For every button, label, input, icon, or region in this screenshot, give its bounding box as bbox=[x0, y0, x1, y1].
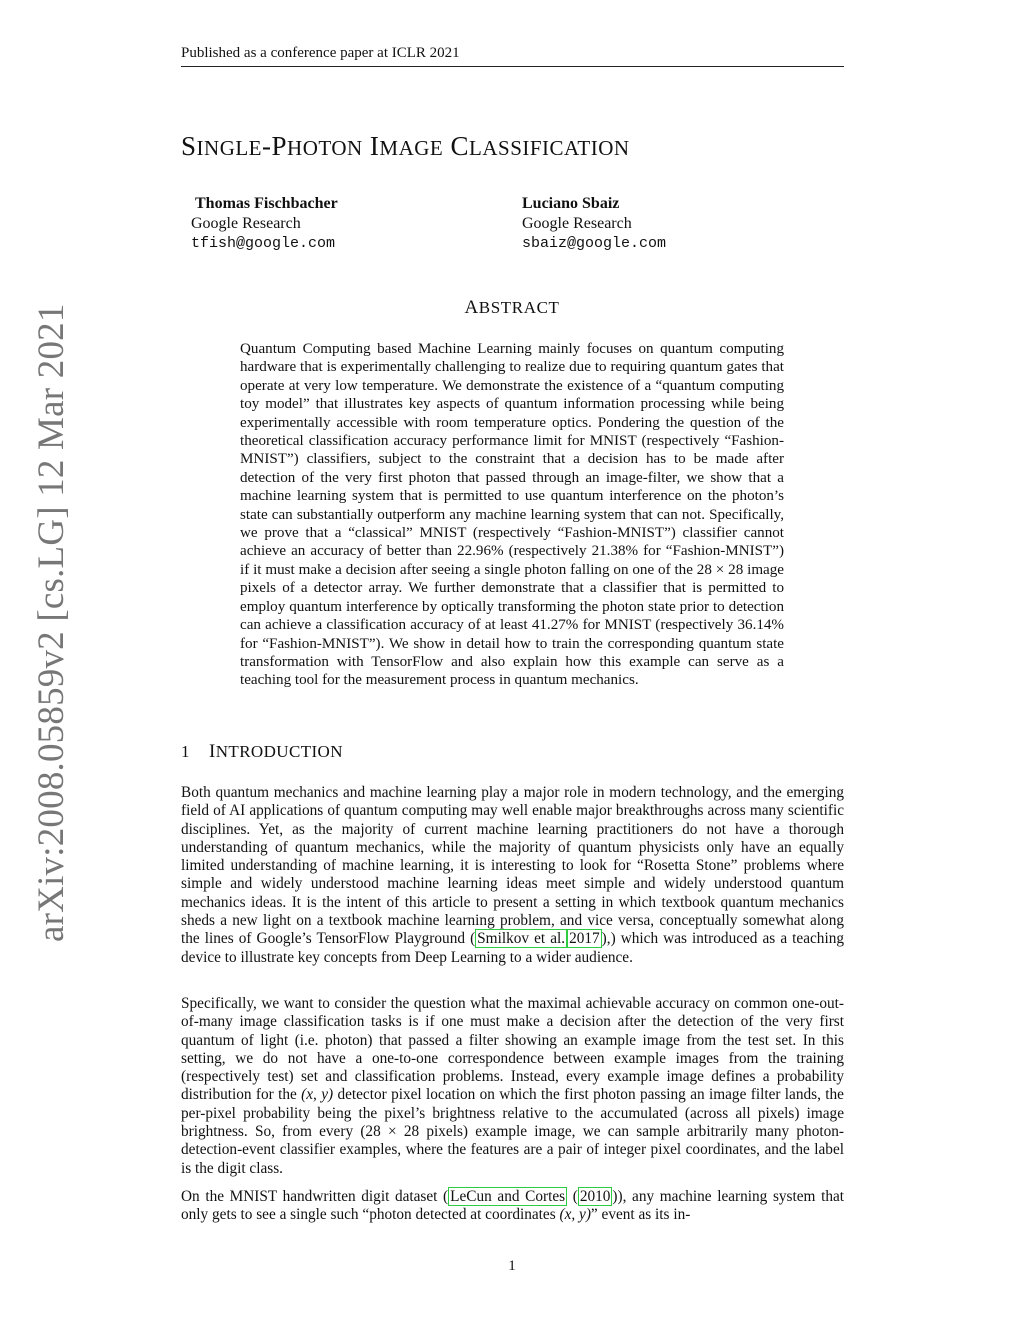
body-paragraph-3: On the MNIST handwritten digit dataset ( LeCun and Cortes ( 2010 )), any machine learning system that only gets to see a single such “photon detected at coordinates (x, y)” event as its in- bbox=[181, 1188, 845, 1224]
abstract-value: 22.96% bbox=[457, 543, 504, 560]
abstract-value: 28 × 28 bbox=[696, 561, 744, 578]
title-word-2-rest: HOTON bbox=[287, 136, 363, 160]
author-name: Thomas Fischbacher bbox=[195, 195, 338, 212]
running-header: Published as a conference paper at ICLR 2021 bbox=[181, 44, 844, 67]
section-heading bbox=[181, 741, 343, 763]
math-expression: (x, y) bbox=[559, 1206, 591, 1224]
arxiv-identifier-stamp: arXiv:2008.05859v2 [cs.LG] 12 Mar 2021 bbox=[31, 303, 72, 942]
author-email: tfish@google.com bbox=[191, 235, 336, 252]
citation-link[interactable]: LeCun and Cortes bbox=[450, 1188, 566, 1205]
citation-link[interactable]: Smilkov et al. bbox=[477, 930, 566, 948]
math-expression: (x, y) bbox=[301, 1086, 334, 1104]
abstract-value: 36.14% bbox=[737, 617, 785, 634]
author-affiliation: Google Research bbox=[522, 215, 632, 232]
author-block-2 bbox=[522, 194, 666, 254]
abstract-text: for “Fashion-MNIST”). We show in detail how to train the corresponding quantum state transformation with TensorFlow and also explain how this example can serve as a teaching tool for the measurement process in quantum mechanics. bbox=[240, 635, 784, 689]
author-block-1 bbox=[191, 194, 338, 254]
author-name: Luciano Sbaiz bbox=[522, 195, 620, 212]
body-paragraph-1 bbox=[181, 784, 844, 967]
citation-link[interactable]: 2017 bbox=[569, 930, 600, 948]
abstract-body bbox=[240, 340, 784, 690]
abstract-value: 21.38% bbox=[591, 543, 639, 560]
section-title-cap: I bbox=[209, 741, 216, 762]
abstract-text: (respectively bbox=[503, 543, 592, 560]
paragraph-text: pixels) example image, we can sample arbitrarily many photon-detection-event classifier examples, where the features are a pair of integer pixel coordinates, and the label is the digit class. bbox=[181, 1123, 844, 1177]
paragraph-text: On the MNIST handwritten digit dataset ( bbox=[181, 1188, 449, 1205]
author-affiliation: Google Research bbox=[191, 215, 301, 232]
citation-link[interactable]: 2010 bbox=[579, 1188, 611, 1205]
page-number: 1 bbox=[508, 1258, 516, 1274]
title-word-3-rest: MAGE bbox=[379, 136, 444, 160]
title-word-4-cap: C bbox=[450, 131, 470, 161]
author-email: sbaiz@google.com bbox=[522, 235, 667, 252]
abstract-heading bbox=[0, 297, 1024, 319]
paragraph-text: Both quantum mechanics and machine learning play a major role in modern technology, and the emerging field of AI applications of quantum computing may well enable major breakthroughs across many scientific disciplines. Yet, as the majority of current machine learning practitioners do not have a thorough understanding of quantum mechanics, while the majority of quantum physicists only have an equally limited understanding of machine learning, it is interesting to look for “Rosetta Stone” problems where simple and widely understood machine learning ideas meet simple and widely understood quantum mechanics ideas. It is the intent of this article to present a setting in which textbook quantum mechanics sheds a new light on a textbook machine learning problem, and vice versa, conceptually somewhat along the lines of Google’s TensorFlow Playground ( bbox=[181, 784, 844, 948]
paragraph-text: ” event as its in- bbox=[590, 1206, 691, 1224]
section-number: 1 bbox=[181, 742, 190, 761]
abstract-text: Quantum Computing based Machine Learning mainly focuses on quantum computing hardware that is experimentally challenging to realize due to requiring quantum gates that operate at very low temperature. We demonstrate the existence of a “quantum computing toy model” that illustrates key aspects of quantum information processing while being experimentally accessible with room temperature optics. Pondering the question of the theoretical classification accuracy performance limit for MNIST (respectively “Fashion-MNIST”) classifiers, subject to the constraint that a decision has to be made after detection of the very first photon that passed through an image-filter, we show that a machine learning system that is permitted to use quantum interference on the photon’s state can substantially outperform any machine learning system that can not. Specifically, we prove that a “classical” MNIST (respectively “Fashion-MNIST”) classifier cannot achieve an accuracy of better than bbox=[240, 341, 784, 560]
paragraph-text: )), any machine learning system that only gets to see a single such “photon detected at coordinates bbox=[181, 1188, 845, 1224]
title-word-4-rest: LASSIFICATION bbox=[469, 136, 630, 160]
title-word-3-cap: I bbox=[369, 131, 380, 161]
paper-title: SINGLE-PHOTON IMAGE CLASSIFICATION bbox=[181, 131, 630, 161]
abstract-text: image pixels of a detector array. We further demonstrate that a classifier that is permitted to employ quantum interference by optically transforming the photon state prior to detection can achieve a classification accuracy of at least bbox=[240, 561, 785, 634]
title-word-2-cap: P bbox=[271, 131, 288, 161]
abstract-heading-cap: A bbox=[464, 297, 479, 318]
math-expression: 28 × 28 bbox=[365, 1123, 420, 1141]
paragraph-text: detector pixel location on which the first photon passing an image filter lands, the per-pixel probability being the pixel’s brightness relative to the accumulated (across all pixels) image brightness. So, from every ( bbox=[181, 1086, 844, 1141]
title-word-1-cap: S bbox=[181, 131, 197, 161]
section-title-rest: NTRODUCTION bbox=[215, 742, 343, 761]
title-word-1-rest: INGLE bbox=[196, 136, 263, 160]
body-paragraph-2 bbox=[181, 995, 844, 1178]
abstract-text: for MNIST (respectively bbox=[578, 617, 738, 634]
abstract-value: 41.27% bbox=[531, 617, 579, 634]
abstract-heading-rest: BSTRACT bbox=[478, 298, 560, 317]
abstract-text: for “Fashion-MNIST”) if it must make a decision after seeing a single photon falling on one of the bbox=[240, 543, 784, 578]
paragraph-text: Specifically, we want to consider the question what the maximal achievable accuracy on common one-out-of-many image classification tasks is if one must make a decision after the detection of the very first quantum of light (i.e. photon) that passed a filter showing an example image from the test set. In this setting, we do not have a one-to-one correspondence between example images from the training (respectively test) set and classification problems. Instead, every example image defines a probability distribution for the bbox=[181, 995, 844, 1104]
paragraph-text: ),) which was introduced as a teaching device to illustrate key concepts from Deep Learning to a wider audience. bbox=[181, 930, 844, 966]
